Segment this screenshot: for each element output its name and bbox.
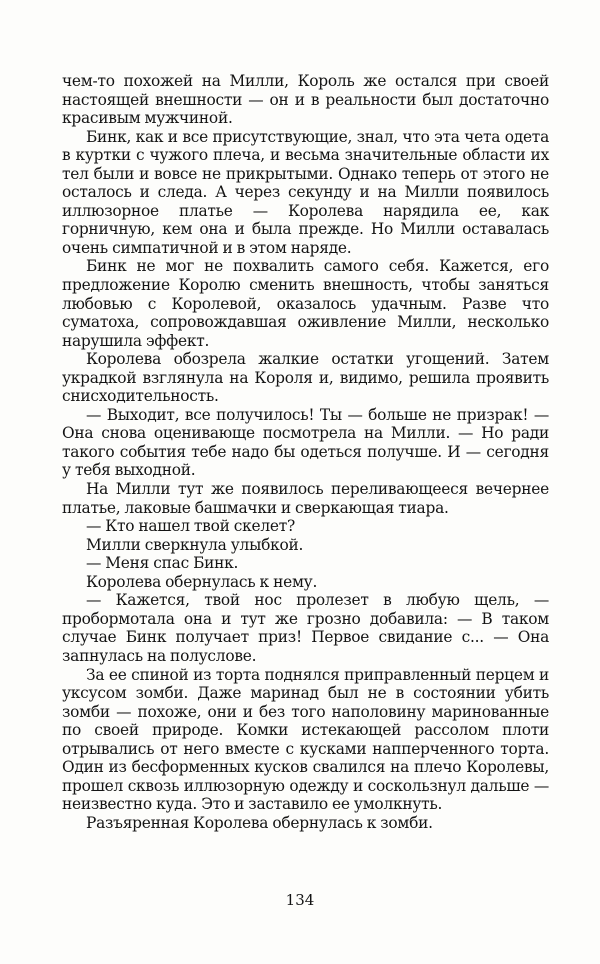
paragraph: Милли сверкнула улыбкой.: [86, 535, 304, 554]
paragraph: За ее спиной из торта поднялся приправленный перцем и уксусом зомби. Даже маринад был не в состоянии убить зомби — похоже, они и без того наполовину маринованные по своей природе. Комки истекающей рассолом плоти отрывались от него вместе с кусками напперченного торта. Один из бесформенных кусков свалился на плечо Королевы, прошел сквозь иллюзорную одежду и соскользнул дальше — неизвестно куда. Это и заставило ее умолкнуть.: [62, 665, 549, 814]
paragraph: — Кажется, твой нос пролезет в любую щель, — пробормотала она и тут же грозно добавила: — В таком случае Бинк получает приз! Первое свидание с... — Она запнулась на полуслове.: [62, 591, 549, 665]
body-text: [62, 72, 549, 832]
paragraph: Королева обернулась к нему.: [86, 572, 318, 591]
paragraph: чем-то похожей на Милли, Король же остался при своей настоящей внешности — он и в реальности был достаточно красивым мужчиной.: [62, 72, 549, 128]
paragraph: — Выходит, все получилось! Ты — больше не призрак! — Она снова оценивающе посмотрела на Милли. — Но ради такого события тебе надо бы одеться получше. И — сегодня у тебя выходной.: [62, 405, 549, 480]
paragraph: Королева обозрела жалкие остатки угощений. Затем украдкой взглянула на Короля и, видимо, решила проявить снисходительность.: [62, 350, 549, 406]
paragraph: — Меня спас Бинк.: [86, 554, 239, 573]
paragraph: Бинк, как и все присутствующие, знал, что эта чета одета в куртки с чужого плеча, и весьма значительные области их тел были и вовсе не прикрытыми. Однако теперь от этого не осталось и следа. А через секунду и на Милли появилось иллюзорное платье — Королева нарядила ее, как горничную, кем она и была прежде. Но Милли оставалась очень симпатичной и в этом наряде.: [62, 127, 549, 257]
paragraph: Бинк не мог не похвалить самого себя. Кажется, его предложение Королю сменить внешность, чтобы заняться любовью с Королевой, оказалось удачным. Разве что суматоха, сопровождавшая оживление Милли, несколько нарушила эффект.: [62, 257, 549, 350]
page-number: 134: [285, 891, 315, 909]
paragraph: — Кто нашел твой скелет?: [86, 517, 295, 536]
paragraph: Разъяренная Королева обернулась к зомби.: [86, 813, 433, 832]
paragraph: На Милли тут же появилось переливающееся вечернее платье, лаковые башмачки и сверкающая тиара.: [62, 480, 549, 517]
